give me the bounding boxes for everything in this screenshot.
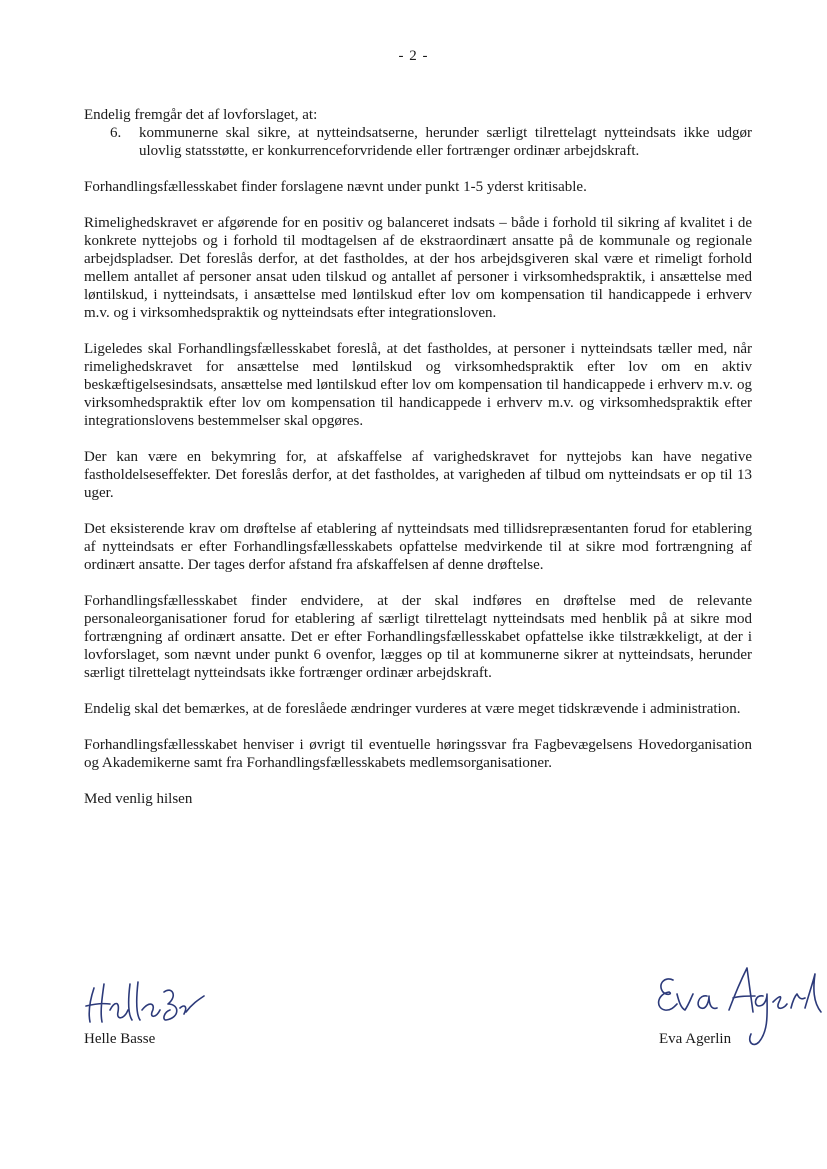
letter-body (84, 106, 752, 808)
list-item (84, 124, 752, 160)
closing-salutation: Med venlig hilsen (84, 791, 193, 807)
paragraph: Forhandlingsfællesskabet finder forslagene nævnt under punkt 1-5 yderst kritisable. (84, 179, 587, 195)
signatory-name: Helle Basse (84, 1031, 156, 1047)
paragraph: Forhandlingsfællesskabet finder endvidere, at der skal indføres en drøftelse med de relevante personaleorganisationer forud for etablering af særligt tilrettelagt nytteindsats med henblik på at sikre mod fortrængning af ordinært ansatte. Det er efter Forhandlingsfællesskabet opfattelse ikke tilstrækkeligt, at der i lovforslaget, som nævnt under punkt 6 ovenfor, lægges op til at kommunerne sikrer at nytteindsats, herunder særligt tilrettelagt nytteindsats ikke fortrænger ordinær arbejdskraft. (84, 593, 752, 681)
paragraph: Det eksisterende krav om drøftelse af etablering af nytteindsats med tillidsrepræsentanten forud for etablering af nytteindsats er efter Forhandlingsfællesskabets opfattelse medvirkende til at sikre mod fortrængning af ordinært ansatte. Der tages derfor afstand fra afskaffelsen af denne drøftelse. (84, 521, 752, 573)
intro-text: Endelig fremgår det af lovforslaget, at: (84, 107, 318, 123)
list-item-text: kommunerne skal sikre, at nytteindsatserne, herunder særligt tilrettelagt nytteindsats ikke udgør ulovlig statsstøtte, er konkurrenceforvridende eller fortrænger ordinær arbejdskraft. (139, 125, 752, 159)
page-number: - 2 - (398, 48, 429, 64)
paragraph: Rimelighedskravet er afgørende for en positiv og balanceret indsats – både i forhold til sikring af kvalitet i de konkrete nyttejobs og i forhold til modtagelsen af de ekstraordinært ansatte på de kommunale og regionale arbejdspladser. Det foreslås derfor, at det fastholdes, at der hos arbejdsgiveren skal være et rimeligt forhold mellem antallet af personer ansat uden tilskud og antallet af personer i virksomhedspraktik, i ansættelse med løntilskud, i nytteindsats, i ansættelse med løntilskud efter lov om kompensation til handicappede i erhverv m.v. og i virksomhedspraktik og nytteindsats efter integrationsloven. (84, 215, 752, 321)
paragraph: Ligeledes skal Forhandlingsfællesskabet foreslå, at det fastholdes, at personer i nytteindsats tæller med, når rimelighedskravet for ansættelse med løntilskud og virksomhedspraktik efter lov om en aktiv beskæftigelsesindsats, ansættelse med løntilskud efter lov om kompensation til handicappede i erhverv m.v. og virksomhedspraktik efter lov om kompensation til handicappede i erhverv m.v. og virksomhedspraktik efter integrationslovens bestemmelser skal opgøres. (84, 341, 752, 429)
paragraph: Forhandlingsfællesskabet henviser i øvrigt til eventuelle høringssvar fra Fagbevægelsens Hovedorganisation og Akademikerne samt fra Forhandlingsfællesskabets medlemsorganisationer. (84, 737, 752, 771)
paragraph: Endelig skal det bemærkes, at de foreslåede ændringer vurderes at være meget tidskrævende i administration. (84, 701, 741, 717)
list-item-number: 6. (110, 125, 122, 141)
paragraph: Der kan være en bekymring for, at afskaffelse af varighedskravet for nyttejobs kan have negative fastholdelseseffekter. Det foreslås derfor, at det fastholdes, at varigheden af tilbud om nytteindsats er op til 13 uger. (84, 449, 752, 501)
signature-icon (80, 970, 210, 1030)
signature-block (84, 962, 827, 1062)
signatory-name: Eva Agerlin (659, 1031, 732, 1047)
